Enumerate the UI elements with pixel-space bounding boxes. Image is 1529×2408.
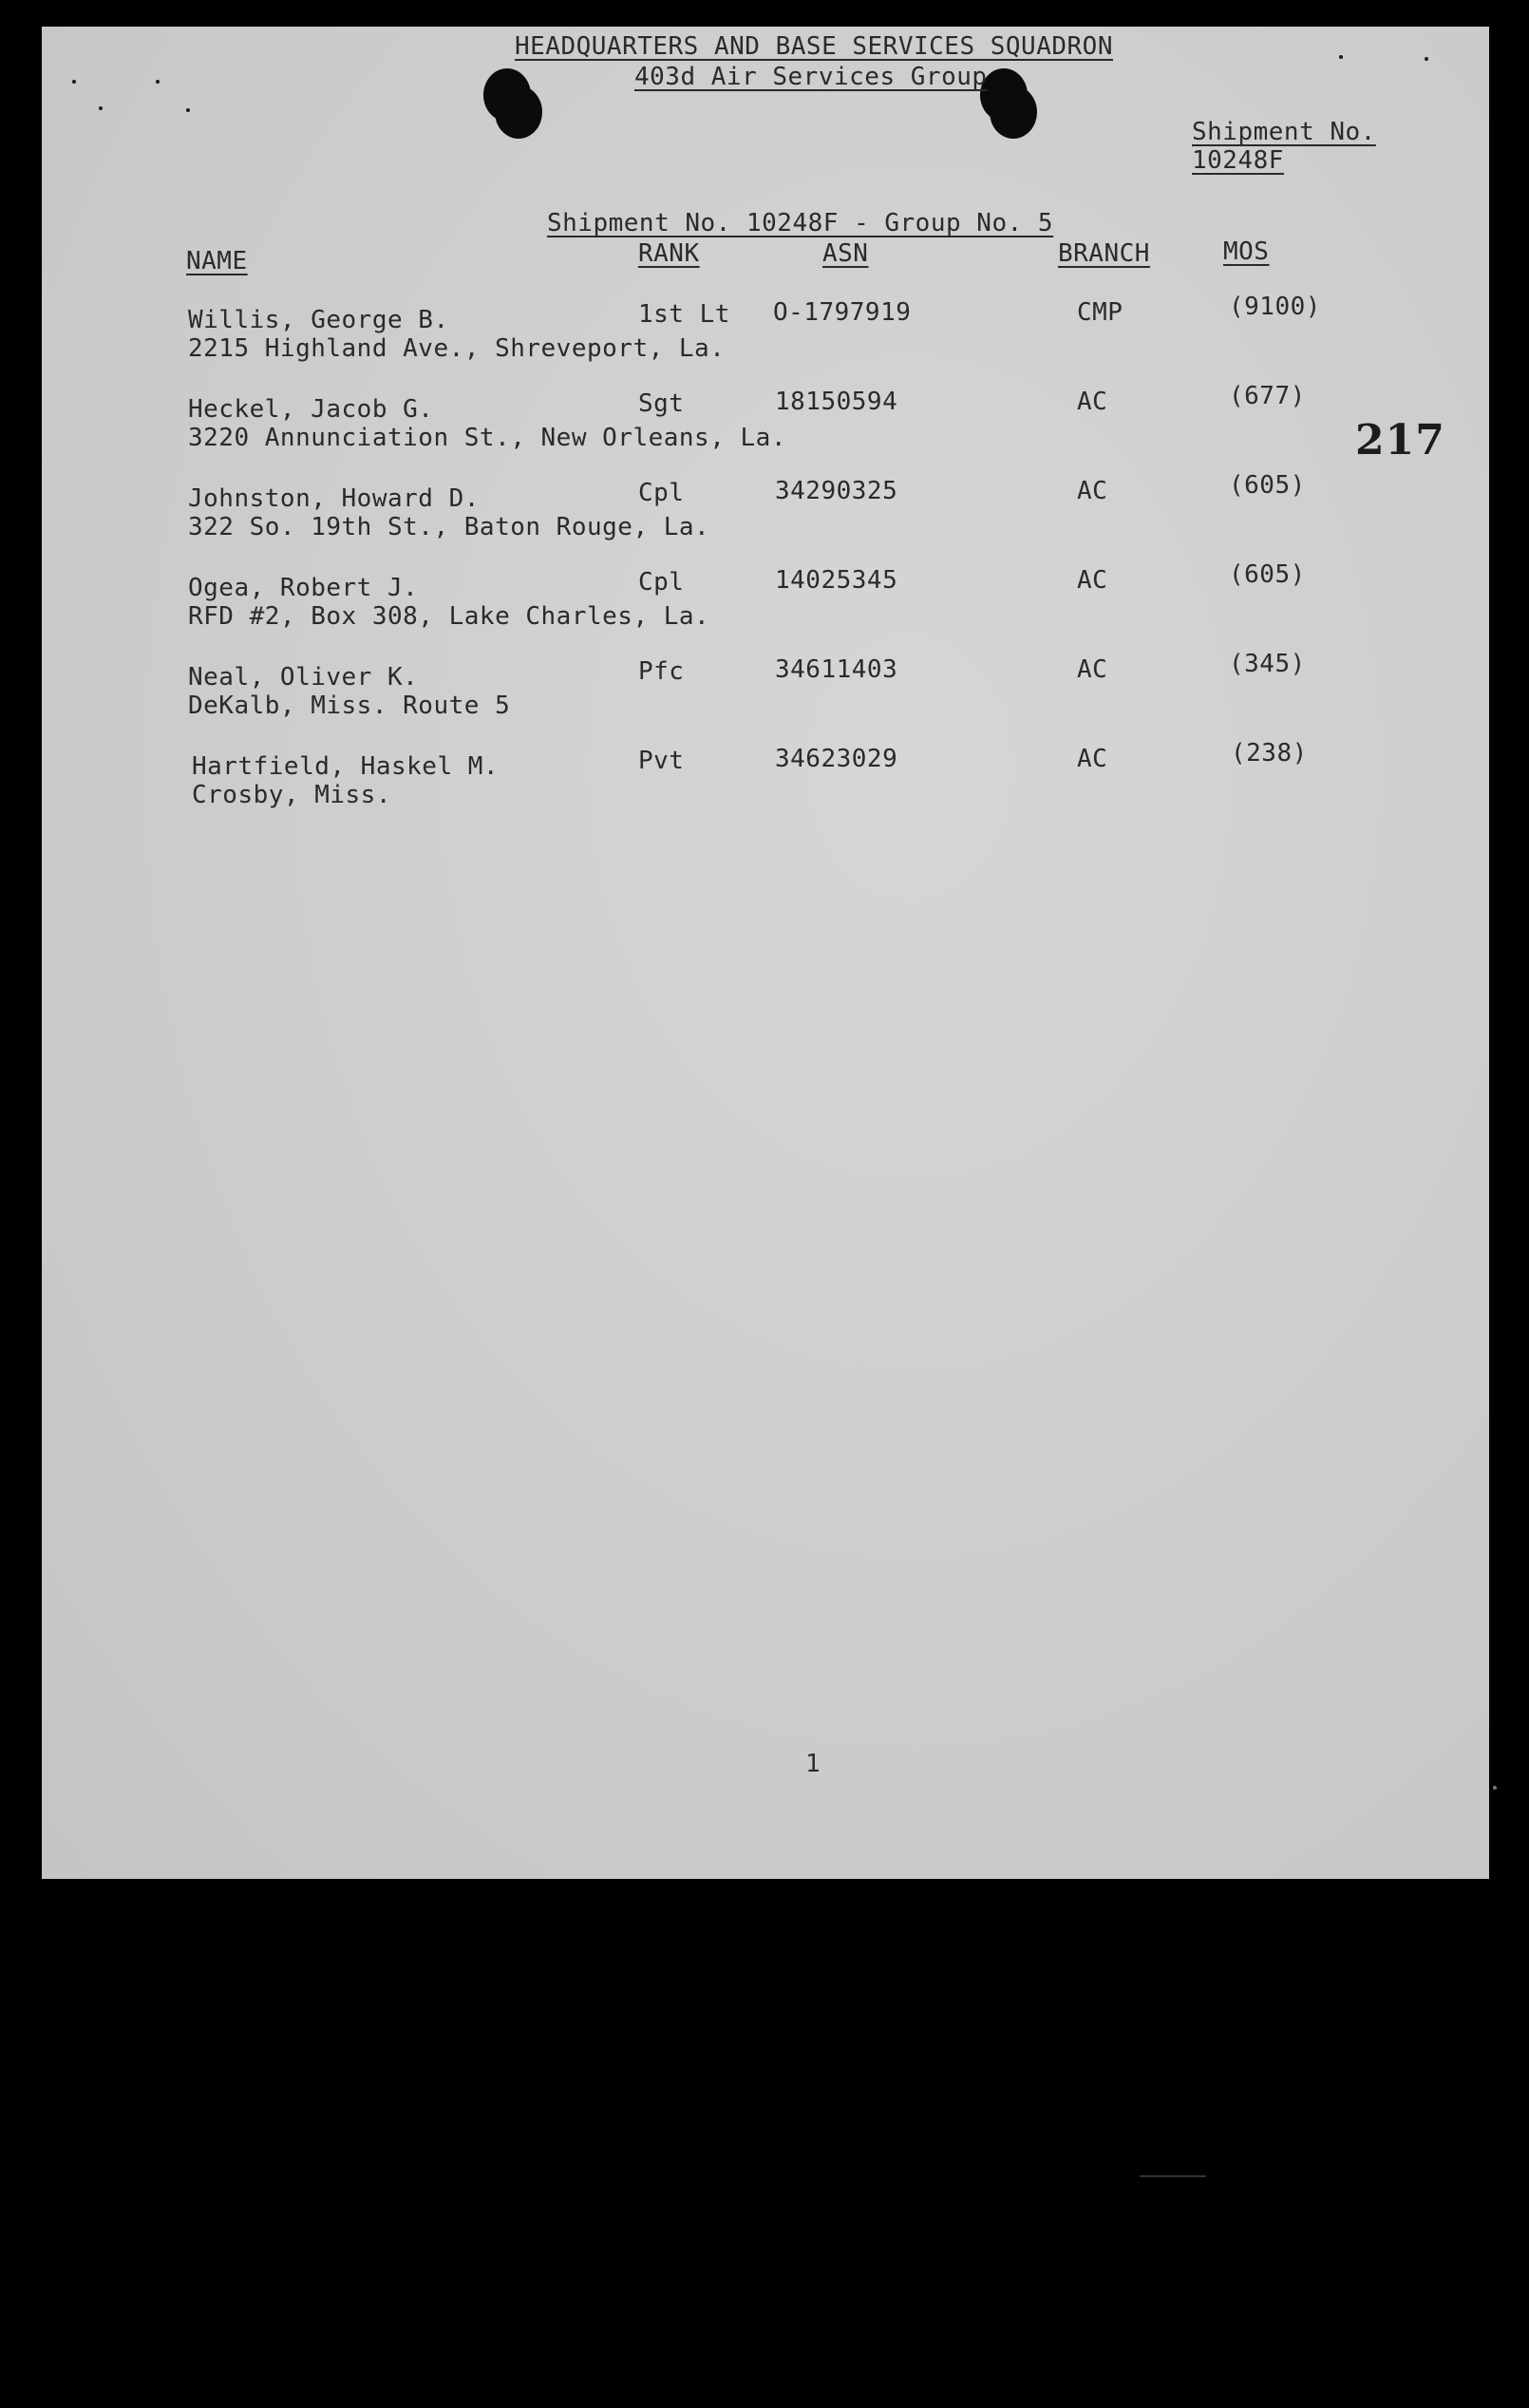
person-rank: Cpl <box>638 479 685 507</box>
punch-hole-left-lower <box>495 85 542 139</box>
person-name: Willis, George B. <box>188 306 449 334</box>
person-name: Neal, Oliver K. <box>188 663 419 692</box>
column-header-asn: ASN <box>822 239 869 268</box>
speck <box>72 80 76 84</box>
person-branch: AC <box>1077 388 1108 416</box>
person-branch: CMP <box>1077 298 1123 327</box>
person-asn: 34623029 <box>775 745 898 773</box>
shipment-label: Shipment No. <box>1192 118 1376 146</box>
speck <box>99 106 103 110</box>
person-branch: AC <box>1077 566 1108 595</box>
document-page <box>42 27 1489 1879</box>
person-address: 3220 Annunciation St., New Orleans, La. <box>188 424 786 452</box>
person-asn: O-1797919 <box>773 298 912 327</box>
person-name: Hartfield, Haskel M. <box>192 752 500 781</box>
header-group-title: 403d Air Services Group <box>634 63 988 91</box>
person-branch: AC <box>1077 655 1108 684</box>
page-number: 1 <box>805 1750 821 1778</box>
person-asn: 34611403 <box>775 655 898 684</box>
column-header-mos: MOS <box>1223 237 1270 266</box>
column-header-rank: RANK <box>638 239 700 268</box>
border-speck <box>1493 1786 1497 1790</box>
person-rank: Pvt <box>638 747 685 775</box>
person-asn: 18150594 <box>775 388 898 416</box>
person-address: 322 So. 19th St., Baton Rouge, La. <box>188 513 710 541</box>
speck <box>1339 55 1343 59</box>
person-address: 2215 Highland Ave., Shreveport, La. <box>188 334 726 363</box>
person-rank: Sgt <box>638 389 685 418</box>
speck <box>186 108 190 112</box>
person-name: Johnston, Howard D. <box>188 484 480 513</box>
table-title: Shipment No. 10248F - Group No. 5 <box>547 209 1054 237</box>
person-rank: 1st Lt <box>638 300 730 329</box>
person-mos: (677) <box>1229 382 1306 410</box>
person-mos: (345) <box>1229 650 1306 678</box>
border-speck <box>1140 2175 1206 2177</box>
person-mos: (9100) <box>1229 293 1321 321</box>
punch-hole-right-lower <box>990 85 1037 139</box>
person-name: Heckel, Jacob G. <box>188 395 434 424</box>
header-unit-title: HEADQUARTERS AND BASE SERVICES SQUADRON <box>515 32 1113 61</box>
shipment-number: 10248F <box>1192 146 1284 175</box>
page-stamp-number: 217 <box>1355 416 1445 465</box>
column-header-name: NAME <box>186 247 248 275</box>
person-address: Crosby, Miss. <box>192 781 391 809</box>
person-mos: (605) <box>1229 560 1306 589</box>
person-asn: 34290325 <box>775 477 898 505</box>
person-address: RFD #2, Box 308, Lake Charles, La. <box>188 602 710 631</box>
person-name: Ogea, Robert J. <box>188 574 419 602</box>
person-asn: 14025345 <box>775 566 898 595</box>
person-branch: AC <box>1077 477 1108 505</box>
column-header-branch: BRANCH <box>1058 239 1150 268</box>
person-mos: (238) <box>1231 739 1308 768</box>
person-rank: Cpl <box>638 568 685 597</box>
person-mos: (605) <box>1229 471 1306 500</box>
speck <box>1425 57 1428 61</box>
speck <box>156 80 160 84</box>
person-address: DeKalb, Miss. Route 5 <box>188 692 511 720</box>
person-branch: AC <box>1077 745 1108 773</box>
person-rank: Pfc <box>638 657 685 686</box>
